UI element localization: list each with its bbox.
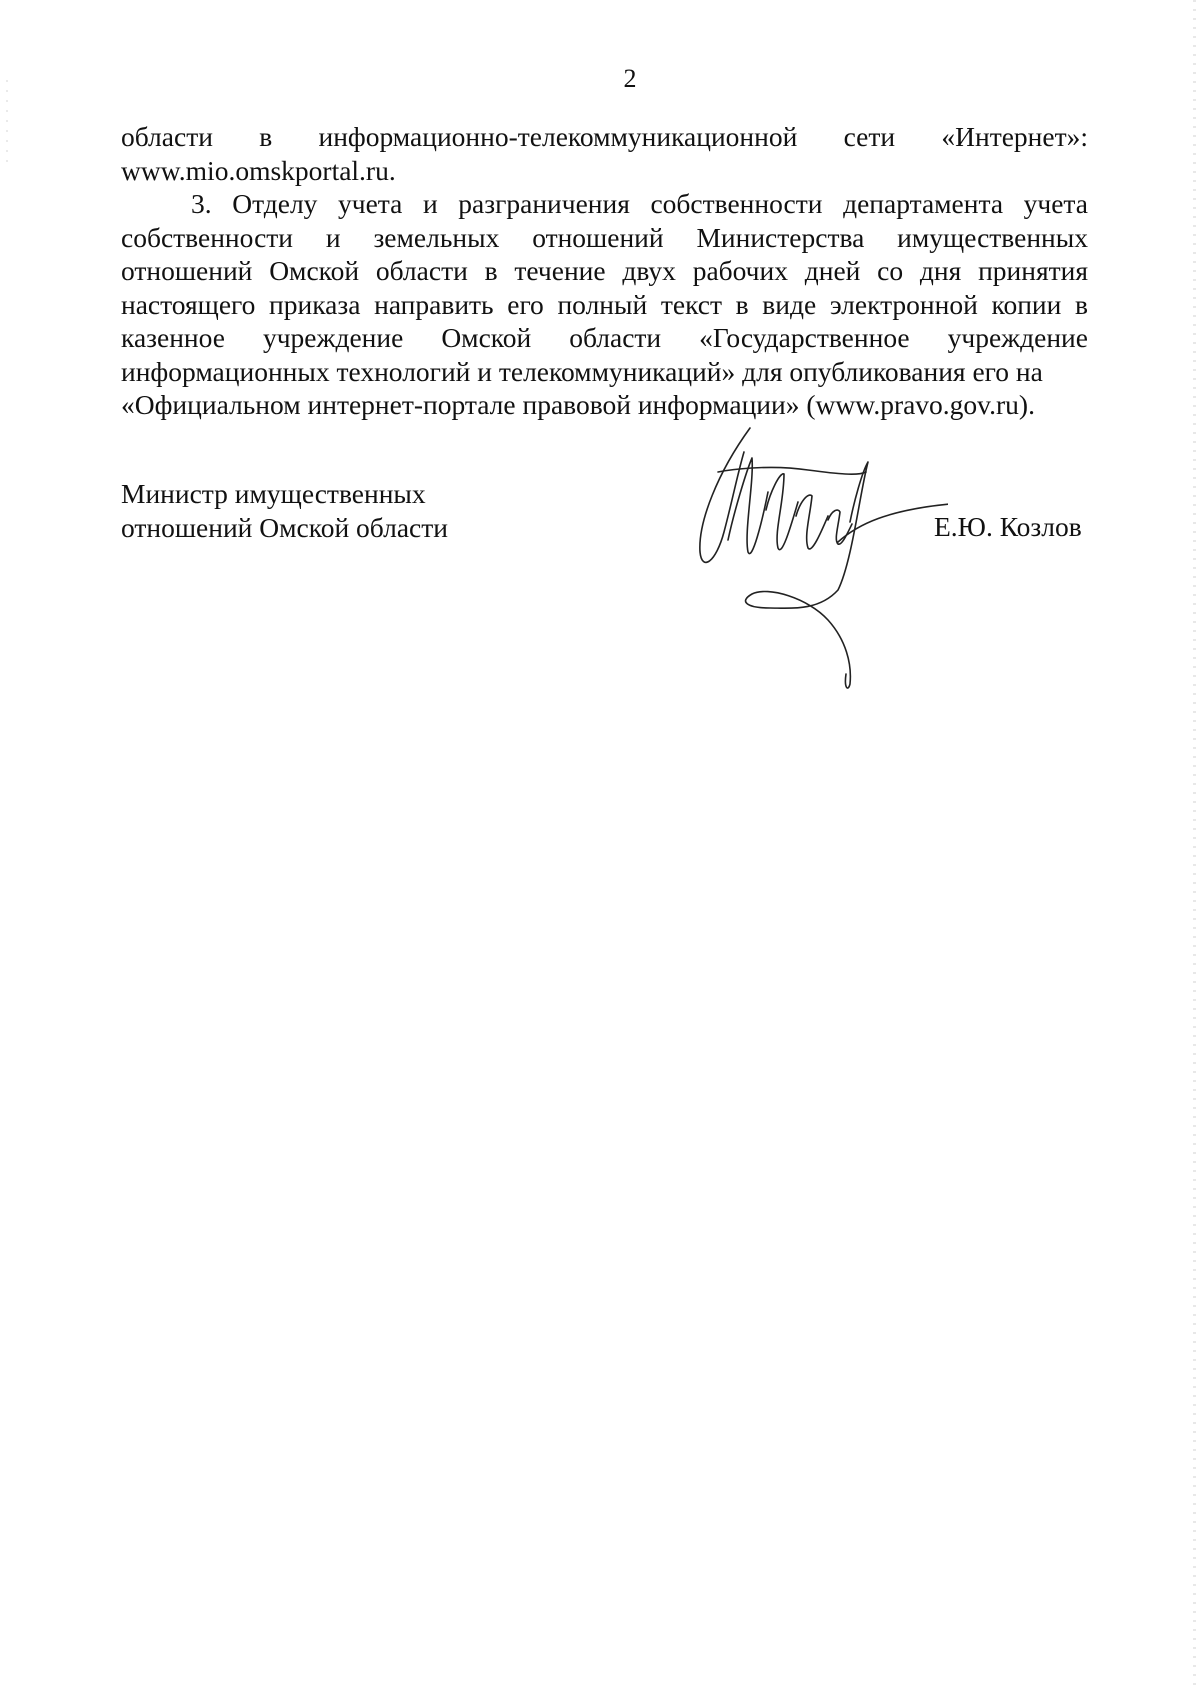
document-body	[121, 120, 1088, 422]
scan-edge-artifact	[1193, 0, 1196, 1686]
signatory-name: Е.Ю. Козлов	[934, 511, 1082, 542]
paragraph-continuation	[121, 120, 1088, 187]
signatory-position-line-1: Министр имущественных	[121, 478, 426, 509]
paragraph-3-last-line: «Официальном интернет-портале правовой информации» (www.pravo.gov.ru).	[121, 389, 1035, 420]
continuation-line-1: области в информационно-телекоммуникационной сети «Интернет»:	[121, 121, 1088, 152]
signatory-position	[121, 477, 448, 545]
handwritten-signature	[688, 412, 948, 692]
continuation-line-2: www.mio.omskportal.ru.	[121, 154, 396, 186]
page-number: 2	[623, 64, 637, 93]
paragraph-3	[121, 187, 1088, 422]
signatory-position-line-2: отношений Омской области	[121, 512, 448, 543]
paragraph-3-text: 3. Отделу учета и разграничения собственности департамента учета собственности и земельных отношений Министерства имущественных отношений Омской области в течение двух рабочих дней со дня принятия настоящего приказа направить его полный текст в виде электронной копии в казенное учреждение Омской области «Государственное учреждение информационных технологий и телекоммуникаций» для опубликования его на	[121, 188, 1088, 387]
